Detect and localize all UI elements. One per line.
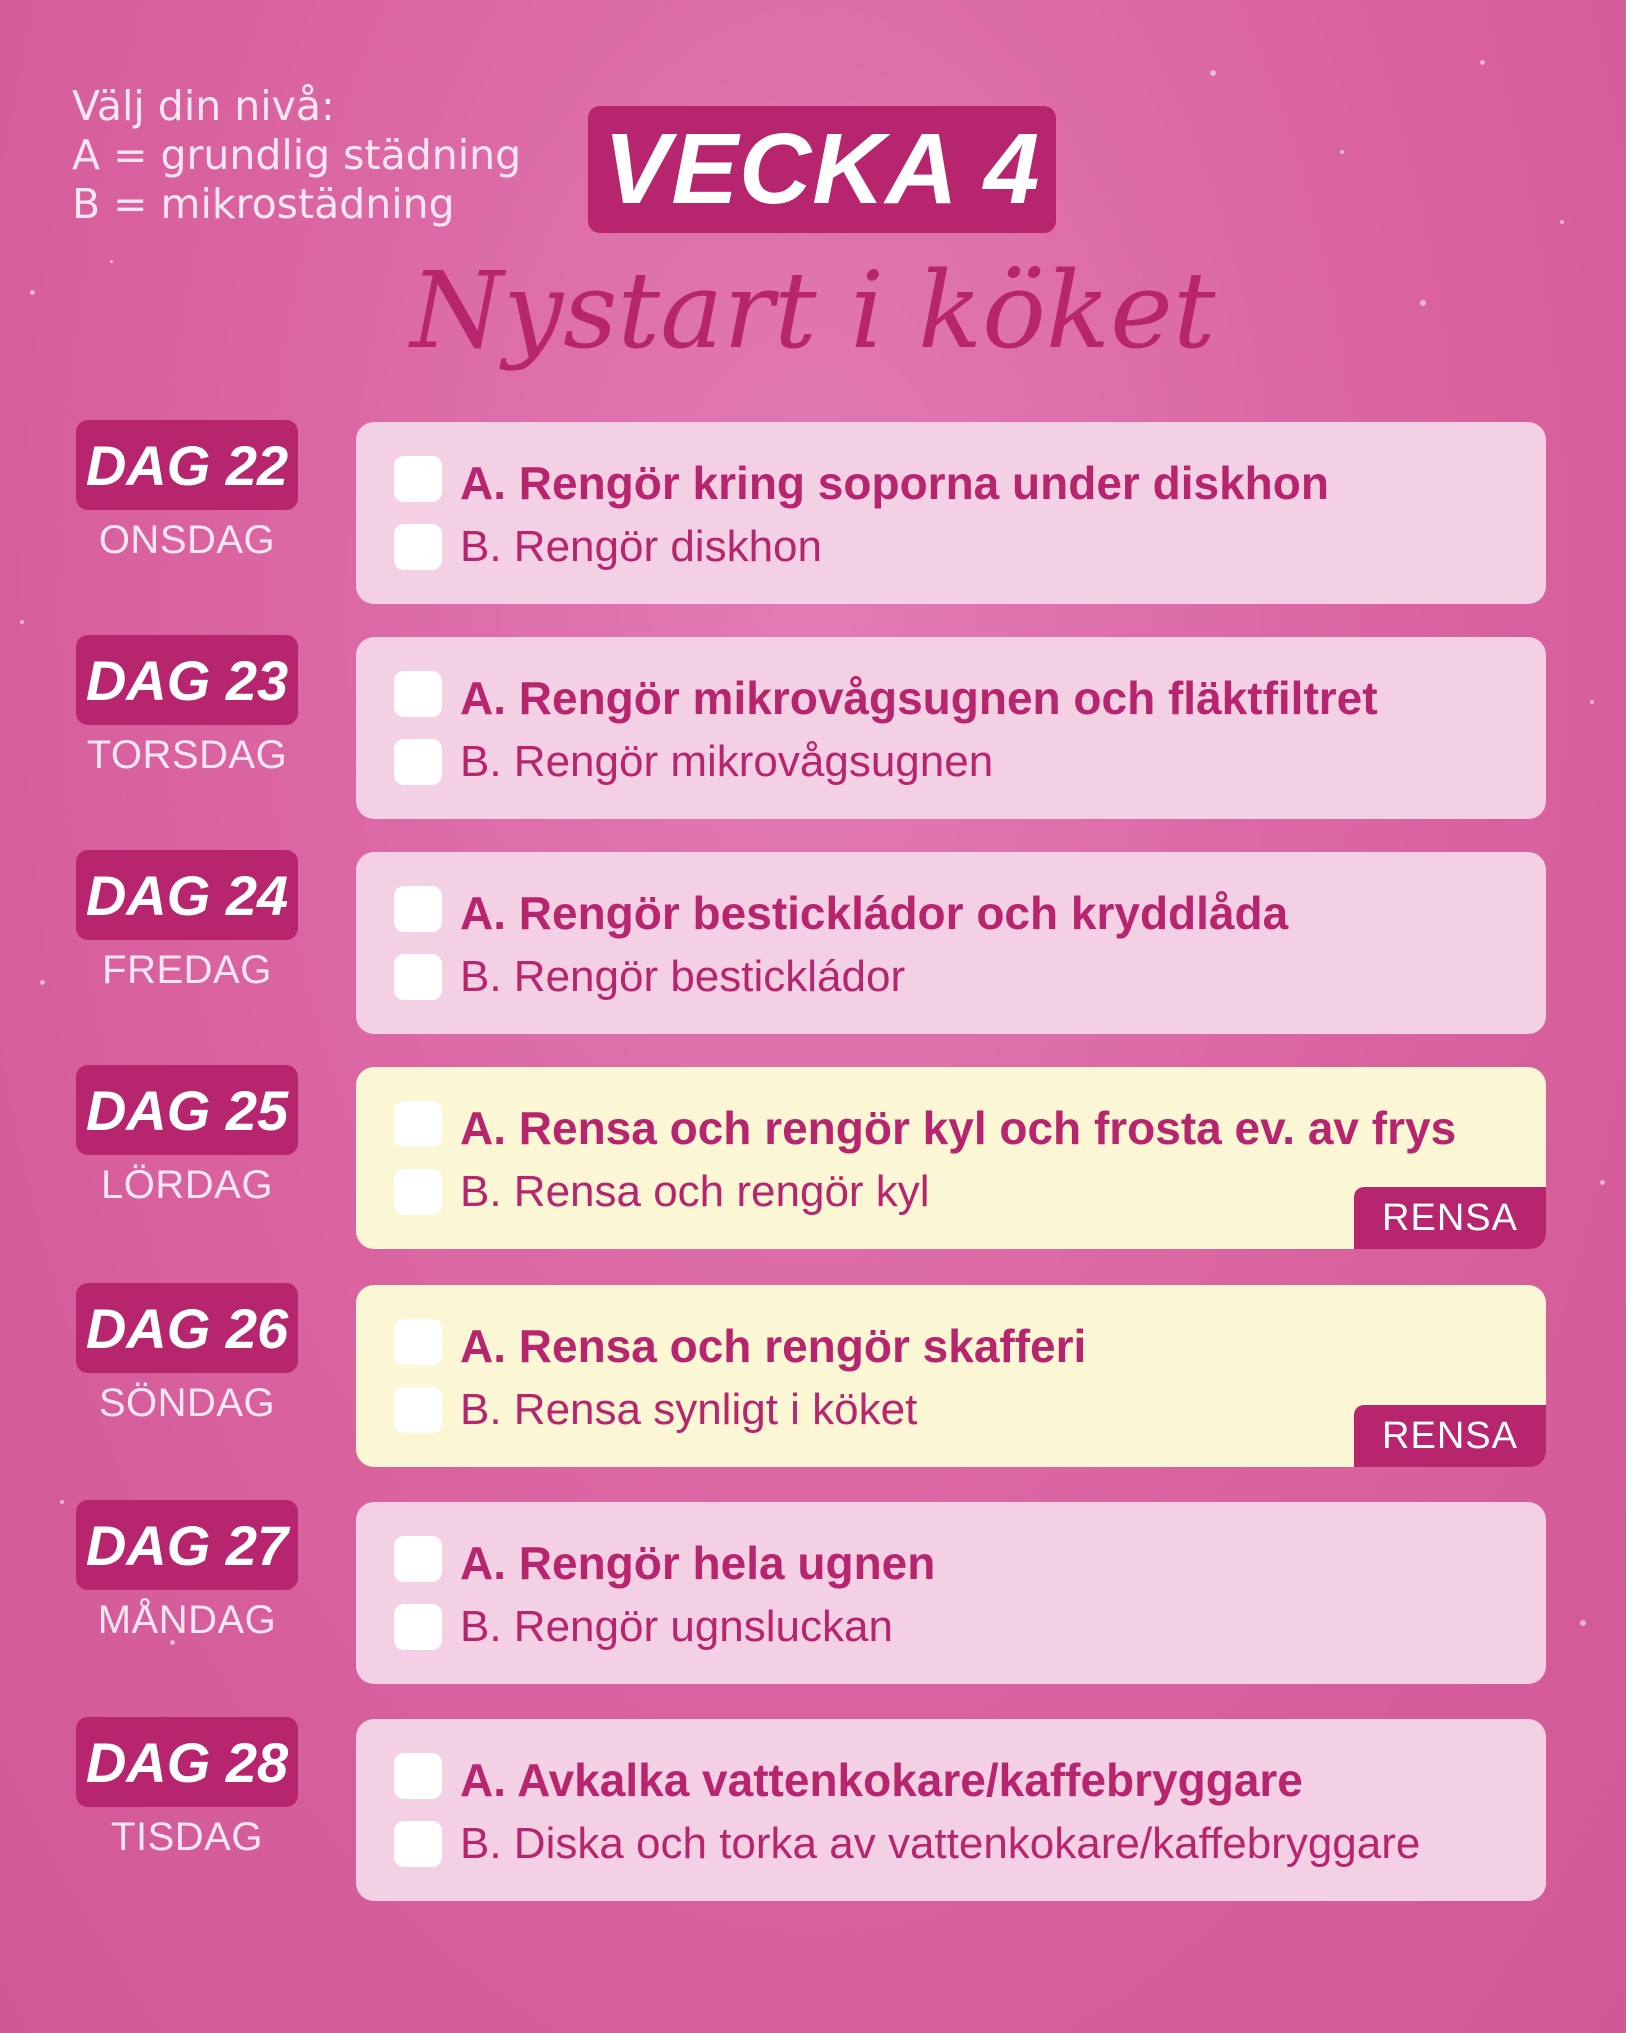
weekday-label: SÖNDAG xyxy=(98,1381,276,1425)
task-b-checkbox[interactable] xyxy=(394,1387,442,1433)
task-b-label: B. Rensa synligt i köket xyxy=(460,1385,918,1434)
weekday-label: TORSDAG xyxy=(86,733,288,777)
day-badge: DAG 25 xyxy=(76,1065,298,1155)
day-row-25 xyxy=(0,1065,1626,1249)
task-card xyxy=(356,852,1546,1034)
day-badge: DAG 24 xyxy=(76,850,298,940)
task-b-label: B. Rengör mikrovågsugnen xyxy=(460,737,994,786)
task-b-label: B. Rengör diskhon xyxy=(460,522,822,571)
task-a-checkbox[interactable] xyxy=(394,456,442,502)
task-b-checkbox[interactable] xyxy=(394,1169,442,1215)
task-card xyxy=(356,1285,1546,1467)
task-card xyxy=(356,637,1546,819)
task-a-checkbox[interactable] xyxy=(394,886,442,932)
week-title-badge: VECKA 4 xyxy=(588,106,1056,233)
task-b-label: B. Rengör bestickládor xyxy=(460,952,906,1001)
weekday-label: LÖRDAG xyxy=(101,1163,273,1207)
day-badge: DAG 22 xyxy=(76,420,298,510)
task-a-checkbox[interactable] xyxy=(394,1319,442,1365)
task-b-label: B. Rensa och rengör kyl xyxy=(460,1167,930,1216)
task-a-checkbox[interactable] xyxy=(394,1536,442,1582)
weekday-label: MÅNDAG xyxy=(97,1598,277,1642)
task-a-label: A. Avkalka vattenkokare/kaffebryggare xyxy=(460,1754,1303,1806)
task-a-label: A. Rengör mikrovågsugnen och fläktfiltret xyxy=(460,672,1378,724)
task-b-checkbox[interactable] xyxy=(394,954,442,1000)
task-a-label: A. Rengör bestickládor och kryddlåda xyxy=(460,887,1289,939)
task-a-checkbox[interactable] xyxy=(394,671,442,717)
task-a-label: A. Rensa och rengör kyl och frosta ev. av frys xyxy=(460,1102,1457,1154)
task-card xyxy=(356,422,1546,604)
day-row-23 xyxy=(0,635,1626,819)
task-b-label: B. Diska och torka av vattenkokare/kaffebryggare xyxy=(460,1819,1421,1868)
task-card xyxy=(356,1067,1546,1249)
weekday-label: ONSDAG xyxy=(98,518,276,562)
page-subtitle: Nystart i köket xyxy=(410,249,1216,372)
task-b-checkbox[interactable] xyxy=(394,524,442,570)
day-badge: DAG 28 xyxy=(76,1717,298,1807)
task-b-checkbox[interactable] xyxy=(394,739,442,785)
legend-heading: Välj din nivå: xyxy=(72,82,335,130)
legend-level-b: B = mikrostädning xyxy=(72,180,455,228)
weekday-label: TISDAG xyxy=(111,1815,263,1859)
level-legend xyxy=(72,82,521,229)
day-badge: DAG 26 xyxy=(76,1283,298,1373)
task-card xyxy=(356,1502,1546,1684)
day-row-27 xyxy=(0,1500,1626,1684)
rensa-tag: RENSA xyxy=(1354,1405,1546,1467)
day-row-26 xyxy=(0,1283,1626,1467)
task-a-label: A. Rensa och rengör skafferi xyxy=(460,1320,1087,1372)
task-a-label: A. Rengör kring soporna under diskhon xyxy=(460,457,1329,509)
legend-level-a: A = grundlig städning xyxy=(72,131,522,179)
task-card xyxy=(356,1719,1546,1901)
day-badge: DAG 27 xyxy=(76,1500,298,1590)
task-b-checkbox[interactable] xyxy=(394,1604,442,1650)
rensa-tag: RENSA xyxy=(1354,1187,1546,1249)
day-row-28 xyxy=(0,1717,1626,1901)
task-a-label: A. Rengör hela ugnen xyxy=(460,1537,936,1589)
task-b-label: B. Rengör ugnsluckan xyxy=(460,1602,893,1651)
task-a-checkbox[interactable] xyxy=(394,1753,442,1799)
weekday-label: FREDAG xyxy=(102,948,272,992)
day-badge: DAG 23 xyxy=(76,635,298,725)
task-b-checkbox[interactable] xyxy=(394,1821,442,1867)
task-a-checkbox[interactable] xyxy=(394,1101,442,1147)
day-row-24 xyxy=(0,850,1626,1034)
day-row-22 xyxy=(0,420,1626,604)
